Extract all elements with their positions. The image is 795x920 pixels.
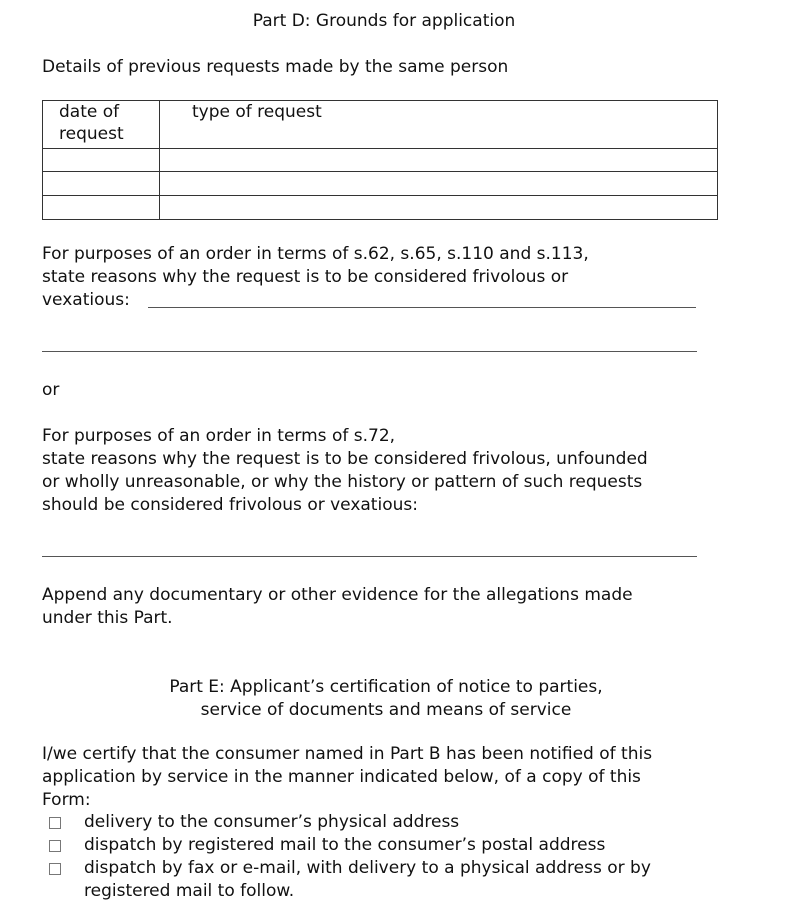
table-row [43, 149, 718, 172]
part-e-title [0, 676, 772, 722]
header-date-of-request [43, 101, 160, 149]
date-cell[interactable] [43, 196, 160, 220]
header-type-of-request [160, 101, 718, 149]
part-d-title: Part D: Grounds for application [252, 11, 516, 31]
option-registered-mail: dispatch by registered mail to the consumer’s postal address [84, 835, 606, 855]
fax-email-checkbox[interactable] [49, 863, 61, 875]
answer-line-1[interactable] [148, 307, 696, 308]
type-cell[interactable] [160, 196, 718, 220]
previous-requests-heading: Details of previous requests made by the same person [42, 57, 509, 77]
certify-line: I/we certify that the consumer named in Part B has been notified of this [42, 744, 653, 764]
table-row [43, 172, 718, 196]
certify-line: application by service in the manner indicated below, of a copy of this [42, 767, 641, 787]
frivolous-line: state reasons why the request is to be considered frivolous or [42, 267, 569, 287]
s72-line: state reasons why the request is to be considered frivolous, unfounded [42, 449, 648, 469]
date-cell[interactable] [43, 149, 160, 172]
append-evidence-paragraph [42, 584, 633, 630]
frivolous-line: For purposes of an order in terms of s.62, s.65, s.110 and s.113, [42, 244, 589, 264]
option-fax-email-line: dispatch by fax or e-mail, with delivery to a physical address or by [84, 858, 651, 878]
frivolous-reasons-paragraph [42, 243, 589, 312]
date-cell[interactable] [43, 172, 160, 196]
answer-line-2[interactable] [42, 351, 697, 352]
type-cell[interactable] [160, 149, 718, 172]
s72-line: should be considered frivolous or vexatious: [42, 495, 418, 515]
table-header-row [43, 101, 718, 149]
append-line: Append any documentary or other evidence for the allegations made [42, 585, 633, 605]
frivolous-line: vexatious: [42, 290, 130, 310]
previous-requests-table [42, 100, 718, 220]
certify-line: Form: [42, 790, 91, 810]
header-type-text: type of request [192, 102, 322, 122]
certification-paragraph [42, 743, 652, 812]
part-e-title-line: Part E: Applicant’s certification of notice to parties, [169, 677, 603, 697]
physical-address-checkbox[interactable] [49, 817, 61, 829]
table-row [43, 196, 718, 220]
s72-reasons-paragraph [42, 425, 648, 517]
registered-mail-checkbox[interactable] [49, 840, 61, 852]
header-date-text: date of request [59, 102, 124, 144]
type-cell[interactable] [160, 172, 718, 196]
s72-line: or wholly unreasonable, or why the history or pattern of such requests [42, 472, 643, 492]
or-separator: or [42, 380, 60, 400]
answer-line-3[interactable] [42, 556, 697, 557]
part-e-title-line: service of documents and means of service [200, 700, 572, 720]
s72-line: For purposes of an order in terms of s.72, [42, 426, 396, 446]
append-line: under this Part. [42, 608, 173, 628]
option-physical-address: delivery to the consumer’s physical address [84, 812, 460, 832]
option-fax-email-continuation: registered mail to follow. [84, 881, 295, 901]
option-fax-email [84, 857, 651, 903]
